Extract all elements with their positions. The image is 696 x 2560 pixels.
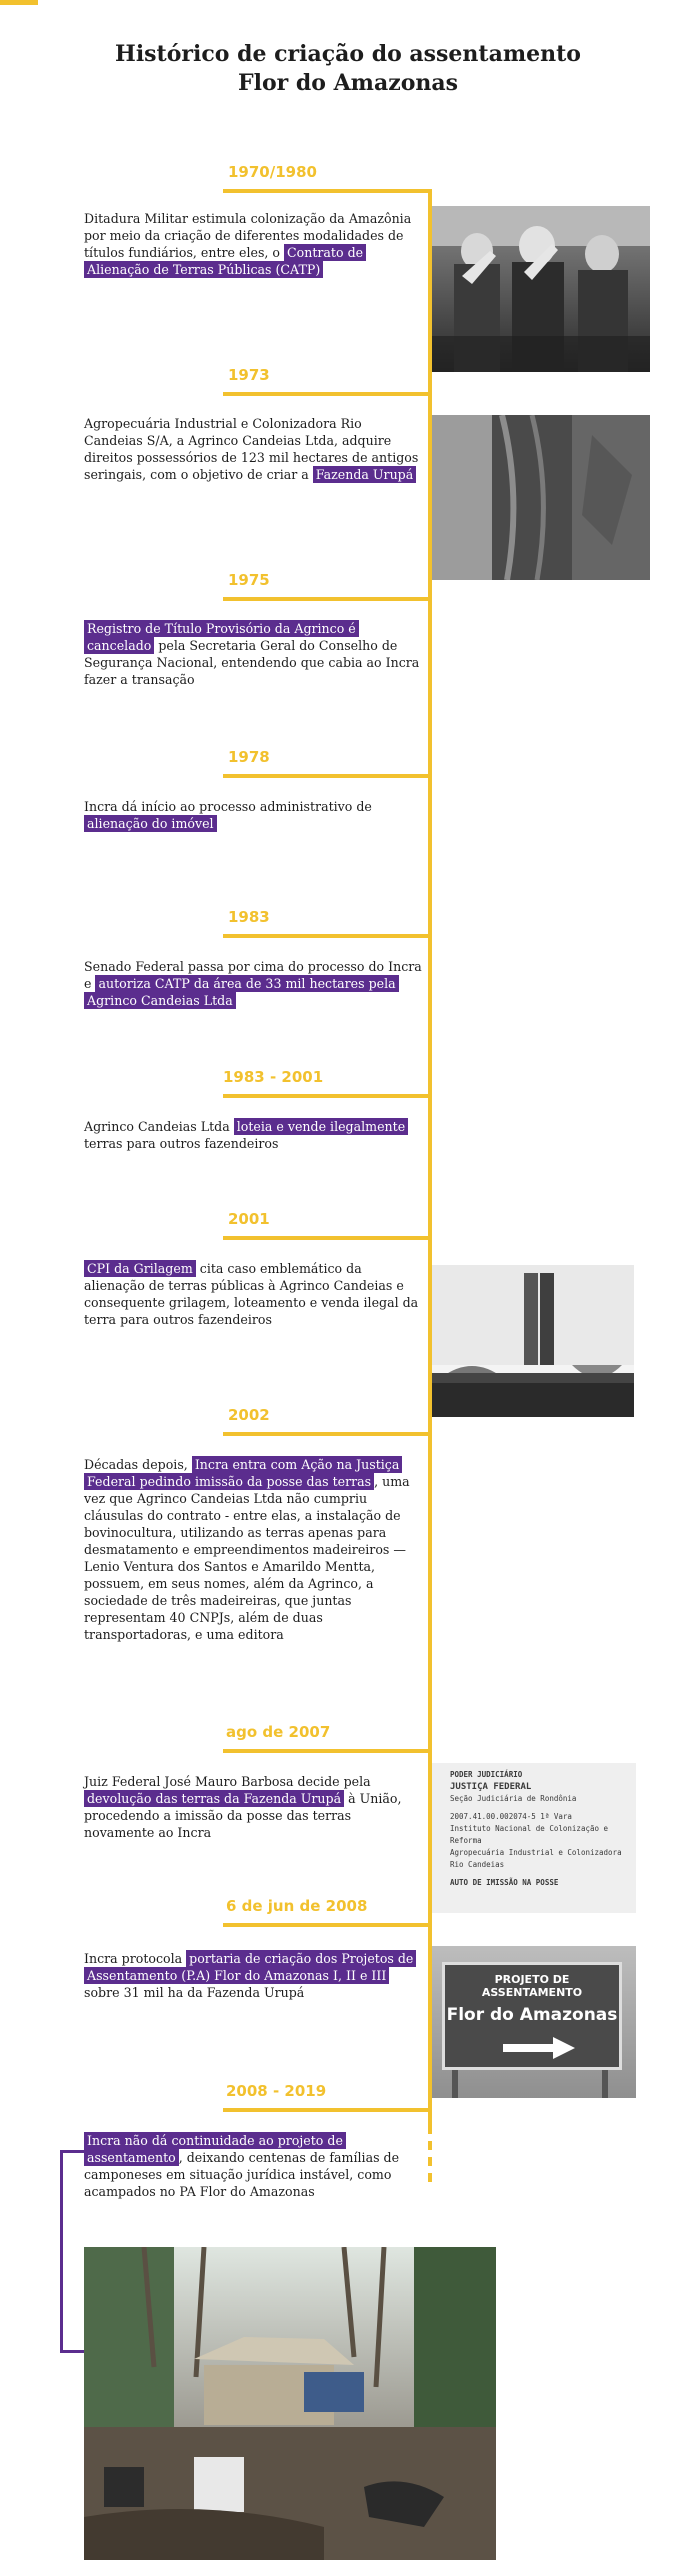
event-year: 1983 - 2001 — [223, 1068, 324, 1086]
event-year: ago de 2007 — [226, 1723, 331, 1741]
event-year: 1983 — [228, 908, 270, 926]
timeline-axis-dashed-end — [428, 2125, 432, 2185]
doc-line: 2007.41.00.002074-5 1ª Vara — [450, 1812, 572, 1821]
event-highlight: Incra não dá continuidade ao projeto de assentamento — [84, 2132, 346, 2166]
page-title — [0, 40, 696, 98]
event-highlight: alienação do imóvel — [84, 815, 217, 832]
event-year: 1975 — [228, 571, 270, 589]
event-highlight: Registro de Título Provisório da Agrinco é cancelado — [84, 620, 359, 654]
event-connector — [223, 1236, 432, 1240]
event-text: Juiz Federal José Mauro Barbosa decide pela devolução das terras da Fazenda Urupá à União, procedendo a imissão da posse das terras novamente ao Incra — [84, 1774, 402, 1840]
national-congress-building-photo — [432, 1265, 634, 1417]
event-text: Registro de Título Provisório da Agrinco é cancelado pela Secretaria Geral do Conselho de Segurança Nacional, entendendo que cabia ao Incra fazer a transação — [84, 621, 420, 687]
settlement-sign-photo — [432, 1946, 636, 2098]
event-connector — [223, 934, 432, 938]
military-officers-saluting-photo — [432, 206, 650, 372]
event-text: Incra dá início ao processo administrativo de alienação do imóvel — [84, 799, 372, 831]
doc-line: PODER JUDICIÁRIO — [450, 1770, 523, 1779]
sign-line1: PROJETO DE ASSENTAMENTO — [481, 1973, 583, 1999]
event-highlight: portaria de criação dos Projetos de Assentamento (P.A) Flor do Amazonas I, II e III — [84, 1950, 416, 1984]
doc-line: Agropecuária Industrial e Colonizadora Rio Candeias — [450, 1848, 622, 1869]
event-connector — [223, 392, 432, 396]
sign-board — [442, 1962, 622, 2070]
event-highlight: loteia e vende ilegalmente — [234, 1118, 408, 1135]
event-connector — [223, 1749, 432, 1753]
corner-accent-bar — [0, 0, 38, 5]
event-text: Agrinco Candeias Ltda loteia e vende ilegalmente terras para outros fazendeiros — [84, 1118, 424, 1152]
event-connector — [223, 597, 432, 601]
event-year: 1973 — [228, 366, 270, 384]
event-connector — [223, 2108, 432, 2112]
event-year: 2001 — [228, 1210, 270, 1228]
event-highlight: autoriza CATP da área de 33 mil hectares pela Agrinco Candeias Ltda — [84, 975, 399, 1009]
event-connector — [223, 1432, 432, 1436]
court-document-photo — [432, 1763, 636, 1913]
event-text: Agropecuária Industrial e Colonizadora Rio Candeias S/A, a Agrinco Candeias Ltda, adquire direitos possessórios de 123 mil hectares de antigos seringais, com o objetivo de criar a Fazenda Urupá — [84, 416, 419, 482]
sign-line2: Flor do Amazonas — [446, 2005, 618, 2025]
event-text: Décadas depois, Incra entra com Ação na Justiça Federal pedindo imissão da posse das terras , uma vez que Agrinco Candeias Ltda não cumpriu cláusulas do contrato - entre elas, a instalação de bovinocultura, utilizando as terras apenas para desmatamento e empreendimentos madeireiros — Lenio Ventura dos Santos e Amarildo Mentta, possuem, em seus nomes, além da Agrinco, a sociedade de três madeireiras, que juntas representam 40 CNPJs, além de duas transportadoras, e uma editora — [84, 1457, 410, 1642]
page-title-line2: Flor do Amazonas — [237, 70, 459, 96]
camp-tents-photo — [84, 2247, 496, 2560]
doc-line: Seção Judiciária de Rondônia — [450, 1794, 577, 1803]
arrow-right-icon — [501, 2035, 577, 2065]
event-year: 2002 — [228, 1406, 270, 1424]
event-year: 1978 — [228, 748, 270, 766]
event-highlight: Fazenda Urupá — [313, 466, 416, 483]
event-highlight: Contrato de Alienação de Terras Públicas (CATP) — [84, 244, 366, 278]
event-highlight: Incra entra com Ação na Justiça Federal pedindo imissão da posse das terras — [84, 1456, 402, 1490]
event-text: CPI da Grilagem cita caso emblemático da alienação de terras públicas à Agrinco Candeias e consequente grilagem, loteamento e venda ilegal da terra para outros fazendeiros — [84, 1261, 419, 1327]
rubber-tree-bark-photo — [432, 415, 650, 580]
event-connector — [223, 1094, 432, 1098]
purple-bracket-top — [60, 2150, 84, 2153]
event-text: Ditadura Militar estimula colonização da Amazônia por meio da criação de diferentes modalidades de títulos fundiários, entre eles, o Contrato de Alienação de Terras Públicas (CATP) — [84, 211, 412, 277]
event-highlight: devolução das terras da Fazenda Urupá — [84, 1790, 344, 1807]
event-year: 1970/1980 — [228, 163, 317, 181]
event-text: Incra não dá continuidade ao projeto de assentamento , deixando centenas de famílias de camponeses em situação jurídica instável, como acampados no PA Flor do Amazonas — [84, 2133, 400, 2199]
doc-line: JUSTIÇA FEDERAL — [450, 1782, 532, 1792]
event-connector — [223, 1923, 432, 1927]
event-connector — [223, 189, 432, 193]
page-title-line1: Histórico de criação do assentamento — [115, 41, 581, 67]
doc-line: Instituto Nacional de Colonização e Reforma — [450, 1824, 609, 1845]
event-text: Incra protocola portaria de criação dos Projetos de Assentamento (P.A) Flor do Amazonas I, II e III sobre 31 mil ha da Fazenda Urupá — [84, 1950, 424, 2001]
doc-line: AUTO DE IMISSÃO NA POSSE — [450, 1878, 559, 1887]
event-year: 2008 - 2019 — [226, 2082, 327, 2100]
event-connector — [223, 774, 432, 778]
event-text: Senado Federal passa por cima do processo do Incra e autoriza CATP da área de 33 mil hectares pela Agrinco Candeias Ltda — [84, 959, 422, 1008]
event-year: 6 de jun de 2008 — [226, 1897, 368, 1915]
event-highlight: CPI da Grilagem — [84, 1260, 196, 1277]
purple-bracket — [60, 2150, 85, 2353]
